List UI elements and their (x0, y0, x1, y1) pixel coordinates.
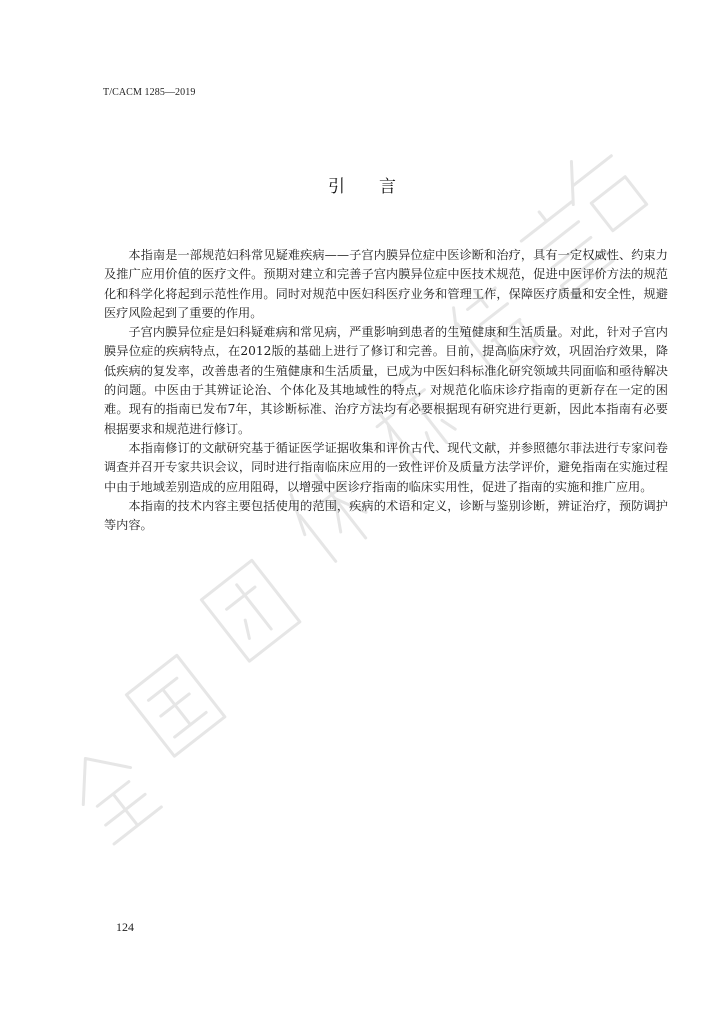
paragraph: 本指南是一部规范妇科常见疑难疾病——子宫内膜异位症中医诊断和治疗，具有一定权威性、约束力及推广应用价值的医疗文件。预期对建立和完善子宫内膜异位症中医技术规范，促进中医评价方法的规范化和科学化将起到示范性作用。同时对规范中医妇科医疗业务和管理工作，保障医疗质量和安全性，规避医疗风险起到了重要的作用。 (104, 248, 668, 320)
watermark-glyph (126, 655, 224, 756)
paragraph: 本指南的技术内容主要包括使用的范围，疾病的术语和定义，诊断与鉴别诊断，辨证治疗，预防调护等内容。 (104, 498, 668, 533)
watermark-glyph (62, 740, 162, 844)
section-title: 引言 (328, 177, 430, 197)
paragraph: 子宫内膜异位症是妇科疑难病和常见病，严重影响到患者的生殖健康和生活质量。对此，针对子宫内膜异位症的疾病特点，在2012版的基础上进行了修订和完善。目前，提高临床疗效，巩固治疗效果，降低疾病的复发率，改善患者的生殖健康和生活质量，已成为中医妇科标准化研究领域共同面临和亟待解决的问题。中医由于其辨证论治、个体化及其地域性的特点，对规范化临床诊疗指南的更新存在一定的困难。现有的指南已发布7年，其诊断标准、治疗方法均有必要根据现有研究进行更新，因此本指南有必要根据要求和规范进行修订。 (104, 325, 668, 436)
standard-code: T/CACM 1285—2019 (103, 87, 196, 98)
body-text (104, 246, 668, 535)
page-number: 124 (116, 920, 134, 934)
watermark-glyph (201, 560, 299, 661)
paragraph: 本指南修订的文献研究基于循证医学证据收集和评价古代、现代文献，并参照德尔菲法进行专家问卷调查并召开专家共识会议，同时进行指南临床应用的一致性评价及质量方法学评价，避免指南在实施过程中由于地域差别造成的应用阻碍，以增强中医诊疗指南的临床实用性，促进了指南的实施和推广应用。 (104, 440, 668, 494)
